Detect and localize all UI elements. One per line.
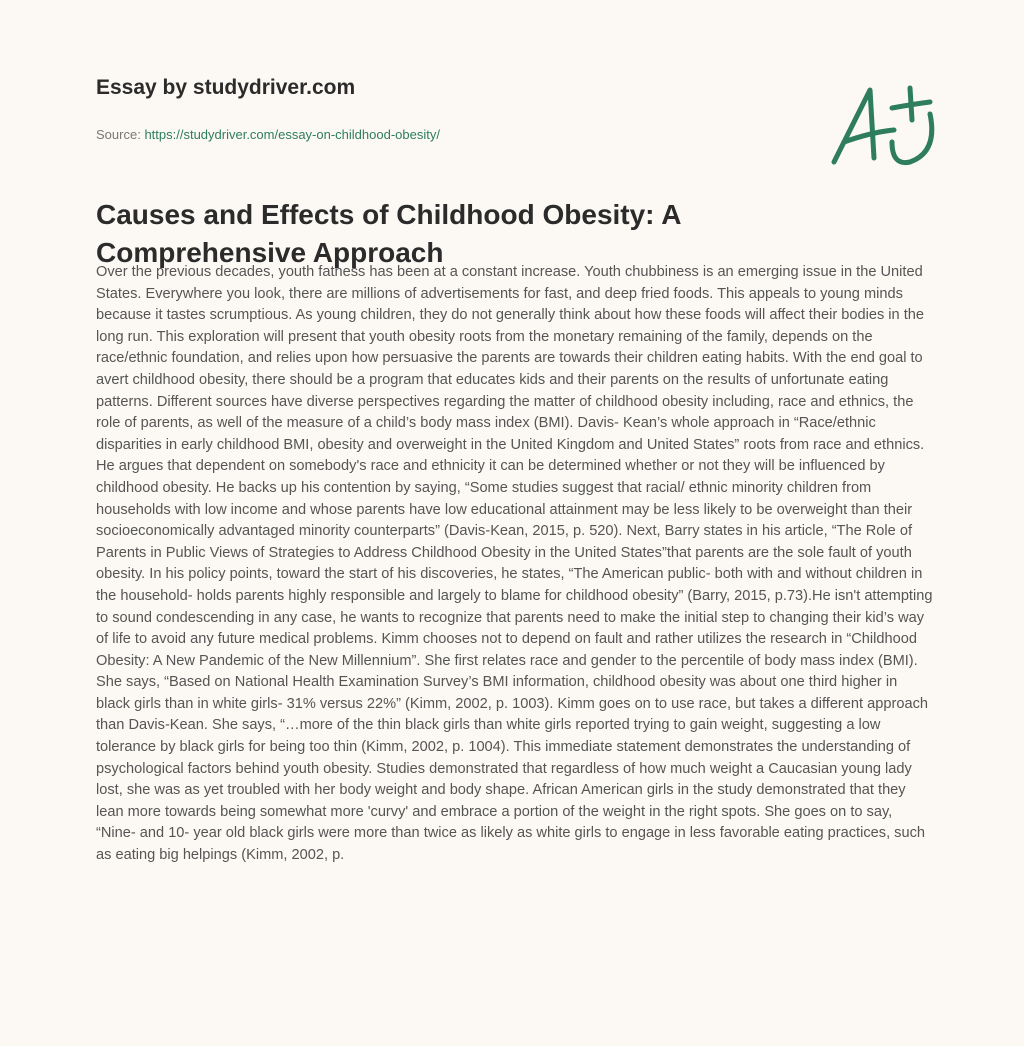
source-label: Source: bbox=[96, 127, 141, 142]
a-plus-logo-icon bbox=[822, 70, 942, 180]
essay-title: Causes and Effects of Childhood Obesity: A Comprehensive Approach bbox=[96, 199, 681, 268]
source-line bbox=[96, 127, 440, 142]
source-link[interactable]: https://studydriver.com/essay-on-childhood-obesity/ bbox=[144, 127, 440, 142]
site-title: Essay by studydriver.com bbox=[96, 76, 356, 99]
essay-body: Over the previous decades, youth fatness has been at a constant increase. Youth chubbiness is an emerging issue in the United States. Everywhere you look, there are millions of advertisements for fast, and deep fried foods. This appeals to young minds because it tastes scrumptious. As young children, they do not generally think about how these foods will affect their bodies in the long run. This exploration will present that youth obesity roots from the monetary remaining of the family, depends on the race/ethnic foundation, and relies upon how persuasive the parents are towards their children eating habits. With the end goal to avert childhood obesity, there should be a program that educates kids and their parents on the results of unfortunate eating patterns. Different sources have diverse perspectives regarding the matter of childhood obesity including, race and ethnics, the role of parents, as well of the measure of a child’s body mass index (BMI). Davis- Kean’s whole approach in “Race/ethnic disparities in early childhood BMI, obesity and overweight in the United Kingdom and United States” roots from race and ethnics. He argues that dependent on somebody's race and ethnicity it can be determined whether or not they will be influenced by childhood obesity. He backs up his contention by saying, “Some studies suggest that racial/ ethnic minority children from households with low income and whose parents have low educational attainment may be less likely to be overweight than their socioeconomically advantaged minority counterparts” (Davis-Kean, 2015, p. 520). Next, Barry states in his article, “The Role of Parents in Public Views of Strategies to Address Childhood Obesity in the United States”that parents are the sole fault of youth obesity. In his policy points, toward the start of his discoveries, he states, “The American public- both with and without children in the household- holds parents highly responsible and largely to blame for childhood obesity” (Barry, 2015, p.73).He isn't attempting to sound condescending in any case, he wants to recognize that parents need to make the initial step to changing their kid’s way of life to avoid any future medical problems. Kimm chooses not to depend on fault and rather utilizes the research in “Childhood Obesity: A New Pandemic of the New Millennium”. She first relates race and gender to the percentile of body mass index (BMI). She says, “Based on National Health Examination Survey’s BMI information, childhood obesity was about one third higher in black girls than in white girls- 31% versus 22%” (Kimm, 2002, p. 1003). Kimm goes on to use race, but takes a different approach than Davis-Kean. She says, “…more of the thin black girls than white girls reported trying to gain weight, suggesting a low tolerance by black girls for being too thin (Kimm, 2002, p. 1004). This immediate statement demonstrates the understanding of psychological factors behind youth obesity. Studies demonstrated that regardless of how much weight a Caucasian young lady lost, she was as yet troubled with her body weight and body shape. African American girls in the study demonstrated that they lean more towards being somewhat more 'curvy' and embrace a portion of the weight in the right spots. She goes on to say, “Nine- and 10- year old black girls were more than twice as likely as white girls to engage in less favorable eating practices, such as eating big helpings (Kimm, 2002, p. bbox=[96, 264, 933, 864]
